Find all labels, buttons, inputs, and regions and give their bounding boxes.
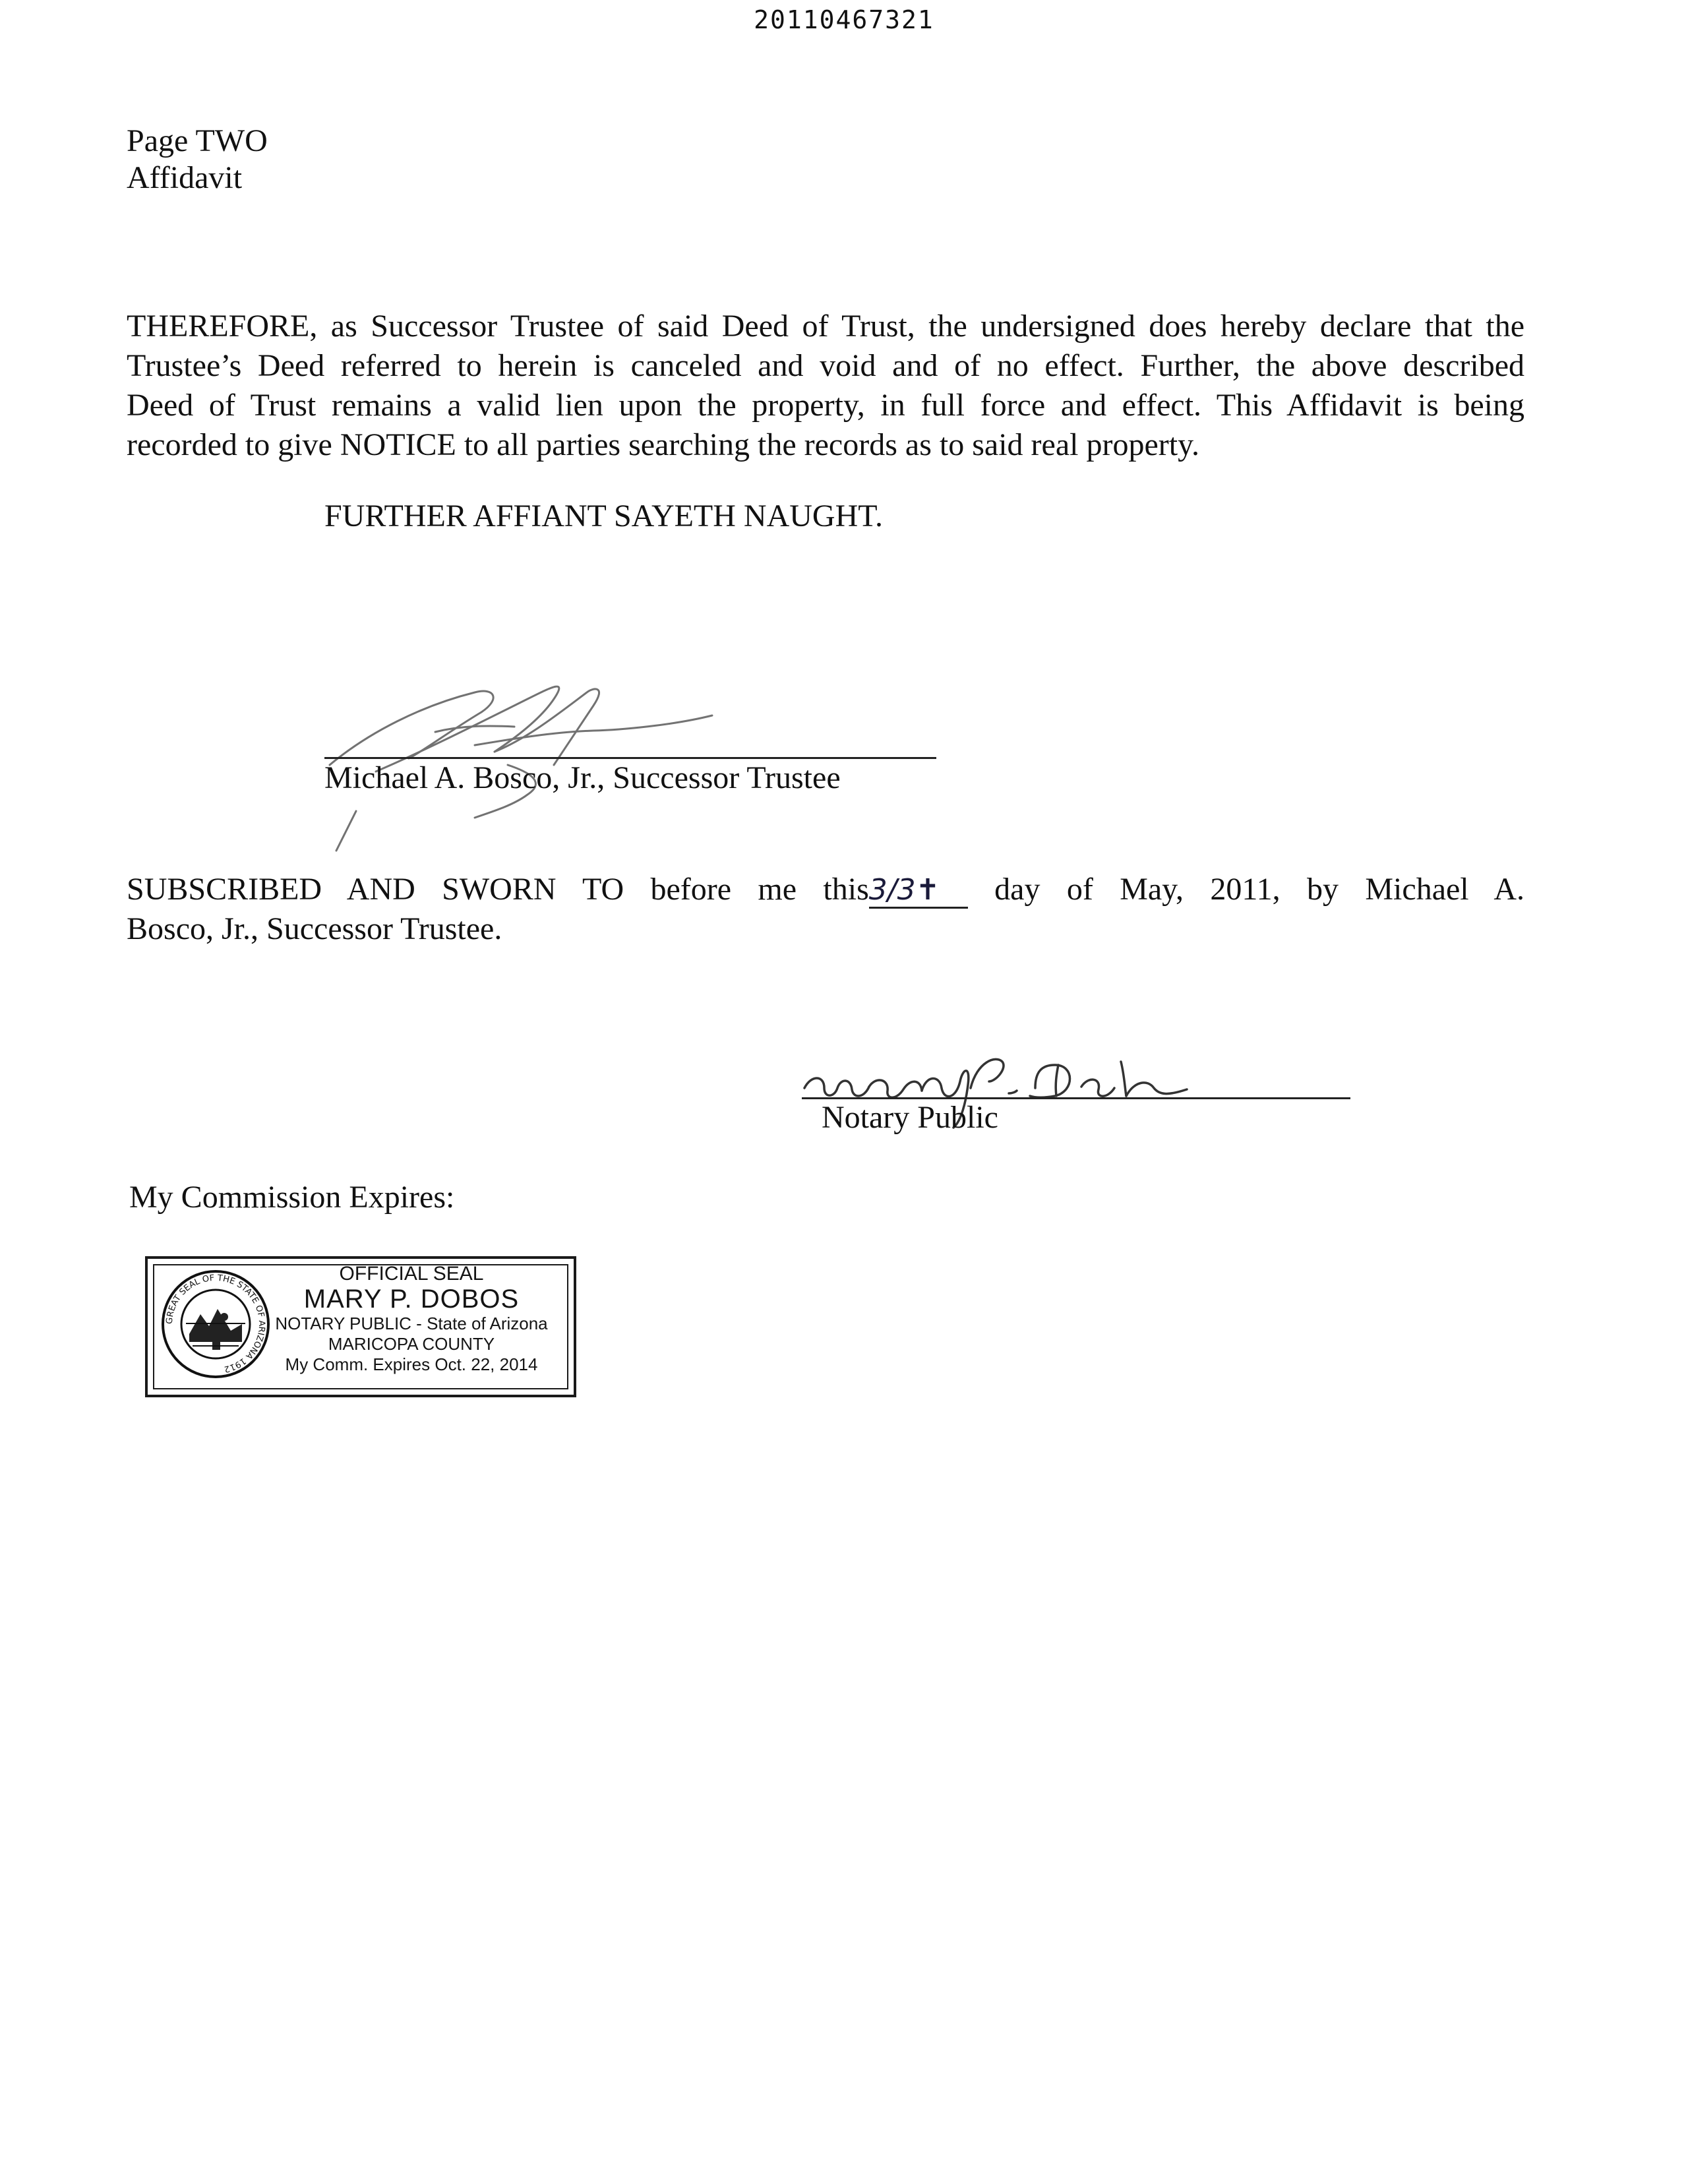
jurat-suffix: day of May, 2011, by Michael A. (994, 872, 1525, 907)
page-label: Page TWO (127, 123, 268, 158)
jurat-prefix: SUBSCRIBED AND SWORN TO before me this (127, 872, 869, 907)
body-paragraph-line: Trustee’s Deed referred to herein is canceled and void and of no effect. Further, the above described (127, 348, 1524, 383)
body-paragraph-line: recorded to give NOTICE to all parties searching the records as to said real property. (127, 427, 1199, 462)
jurat-statement (127, 870, 1524, 909)
seal-expiration: My Comm. Expires Oct. 22, 2014 (285, 1354, 538, 1374)
arizona-state-seal-icon (160, 1268, 272, 1380)
seal-text-block (260, 1263, 563, 1375)
body-paragraph-line: THEREFORE, as Successor Trustee of said Deed of Trust, the undersigned does hereby declare that the (127, 309, 1524, 344)
day-field: 3/3✝ (869, 874, 968, 909)
body-paragraph (127, 307, 1524, 465)
seal-county: MARICOPA COUNTY (328, 1334, 495, 1354)
seal-notary-name: MARY P. DOBOS (303, 1285, 520, 1314)
recording-number: 20110467321 (754, 5, 934, 34)
trustee-caption: Michael A. Bosco, Jr., Successor Trustee (324, 760, 841, 795)
document-type-label: Affidavit (127, 160, 243, 195)
seal-notary-office: NOTARY PUBLIC - State of Arizona (275, 1314, 548, 1333)
notary-caption: Notary Public (822, 1100, 998, 1135)
jurat-statement-line-2: Bosco, Jr., Successor Trustee. (127, 911, 502, 946)
seal-title: OFFICIAL SEAL (339, 1263, 484, 1285)
official-seal-stamp (145, 1256, 576, 1397)
commission-expires-label: My Commission Expires: (129, 1180, 455, 1215)
seal-ring-text: GREAT SEAL OF THE STATE OF ARIZONA 1912 (164, 1273, 267, 1374)
body-paragraph-line: Deed of Trust remains a valid lien upon the property, in full force and effect. This Affidavit is being (127, 388, 1524, 423)
affiant-closing: FURTHER AFFIANT SAYETH NAUGHT. (324, 499, 883, 533)
